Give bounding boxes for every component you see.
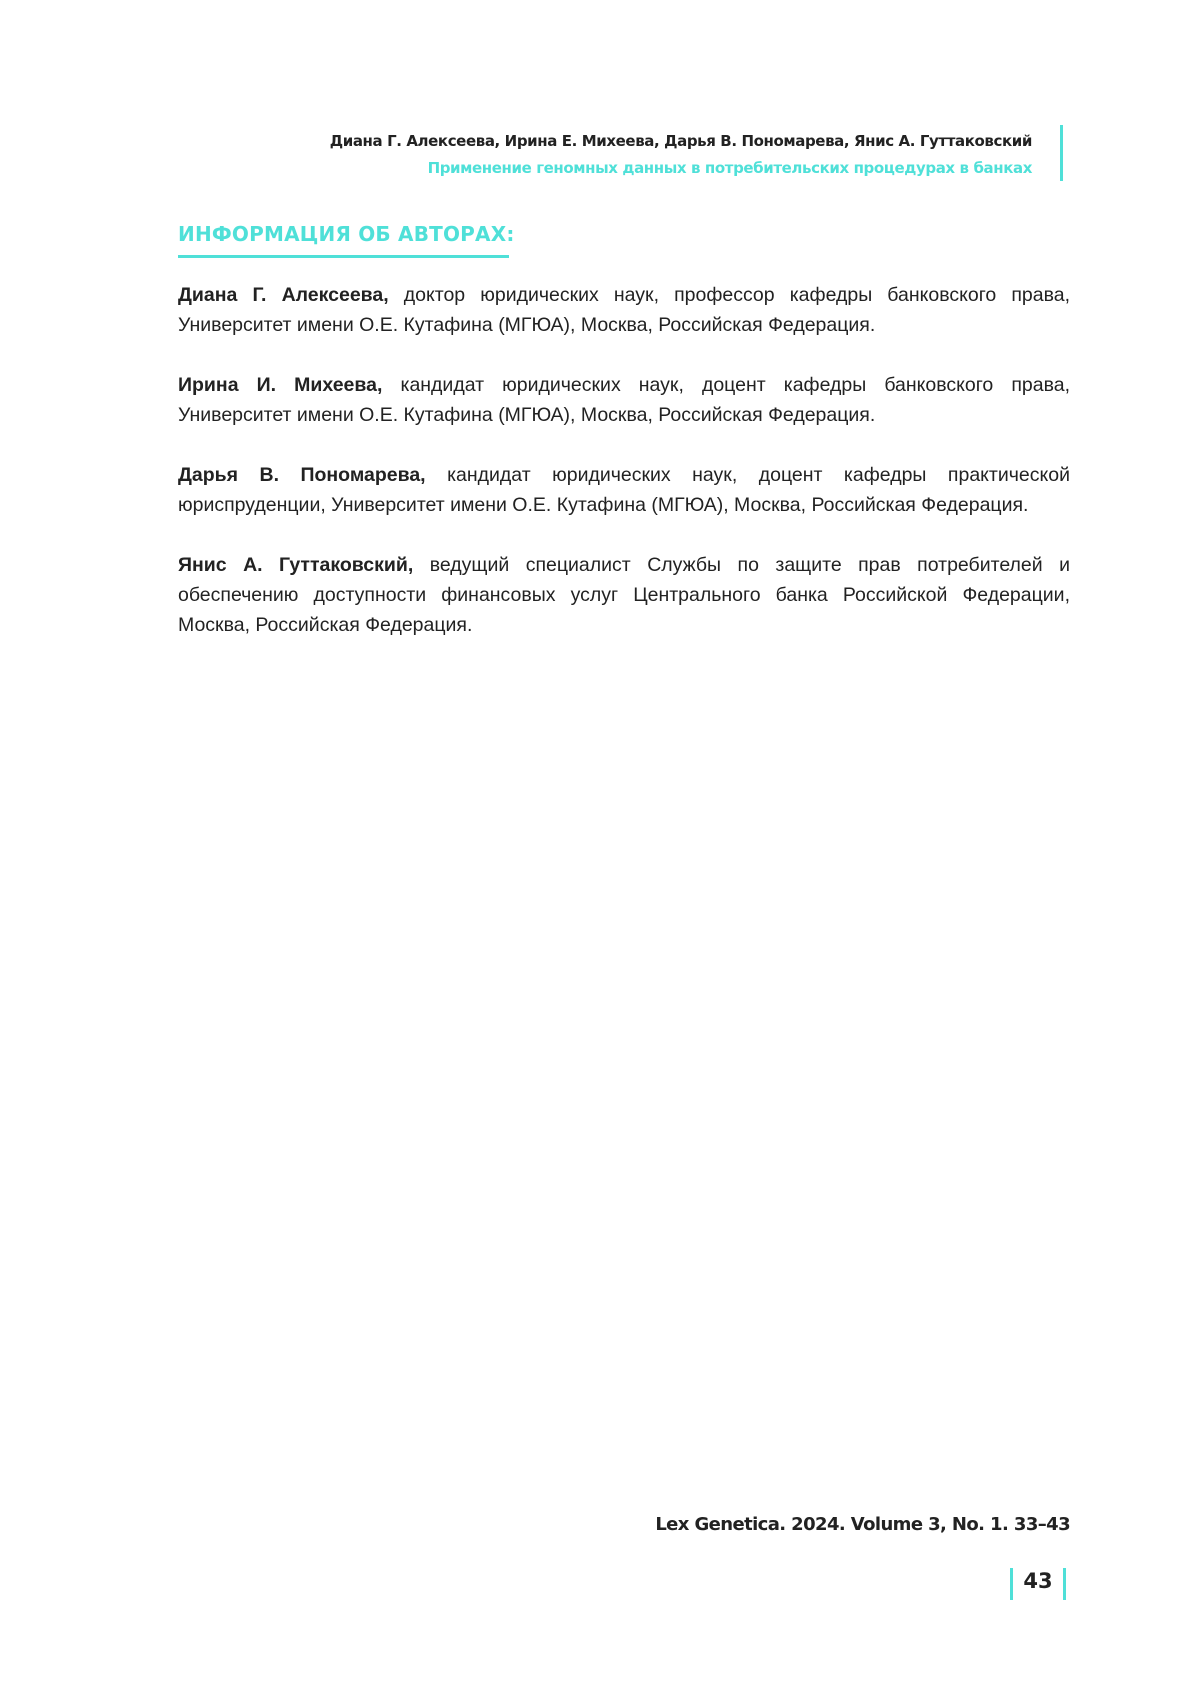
- author-name: Дарья В. Пономарева,: [178, 464, 426, 486]
- page-number: 43: [1023, 1569, 1053, 1593]
- section-heading-underline: [178, 255, 509, 258]
- author-entry: [178, 550, 1070, 640]
- author-name: Ирина И. Михеева,: [178, 374, 383, 396]
- author-description: кандидат юридических наук, доцент кафедры банковского права, Университет имени О.Е. Кутафина (МГЮА), Москва, Российская Федерация.: [178, 374, 1070, 426]
- author-name: Янис А. Гуттаковский,: [178, 554, 414, 576]
- page-number-rule-right: [1063, 1568, 1066, 1600]
- author-description: доктор юридических наук, профессор кафедры банковского права, Университет имени О.Е. Кутафина (МГЮА), Москва, Российская Федерация.: [178, 284, 1071, 336]
- author-description: кандидат юридических наук, доцент кафедры практической юриспруденции, Университет имени О.Е. Кутафина (МГЮА), Москва, Российская Федерация.: [178, 464, 1070, 516]
- author-entry: [178, 460, 1070, 520]
- section-heading: ИНФОРМАЦИЯ ОБ АВТОРАХ:: [178, 222, 515, 246]
- author-entry: [178, 370, 1070, 430]
- author-name: Диана Г. Алексеева,: [178, 284, 389, 306]
- running-head: [330, 128, 1032, 182]
- author-description: ведущий специалист Службы по защите прав потребителей и обеспечению доступности финансовых услуг Центрального банка Российской Федерации, Москва, Российская Федерация.: [178, 554, 1070, 636]
- authors-list: [178, 280, 1070, 670]
- running-head-article-title: Применение геномных данных в потребительских процедурах в банках: [427, 159, 1032, 177]
- author-entry: [178, 280, 1070, 340]
- journal-citation: Lex Genetica. 2024. Volume 3, No. 1. 33–43: [655, 1514, 1070, 1535]
- running-head-rule: [1060, 125, 1063, 181]
- running-head-authors: Диана Г. Алексеева, Ирина Е. Михеева, Дарья В. Пономарева, Янис А. Гуттаковский: [329, 132, 1032, 150]
